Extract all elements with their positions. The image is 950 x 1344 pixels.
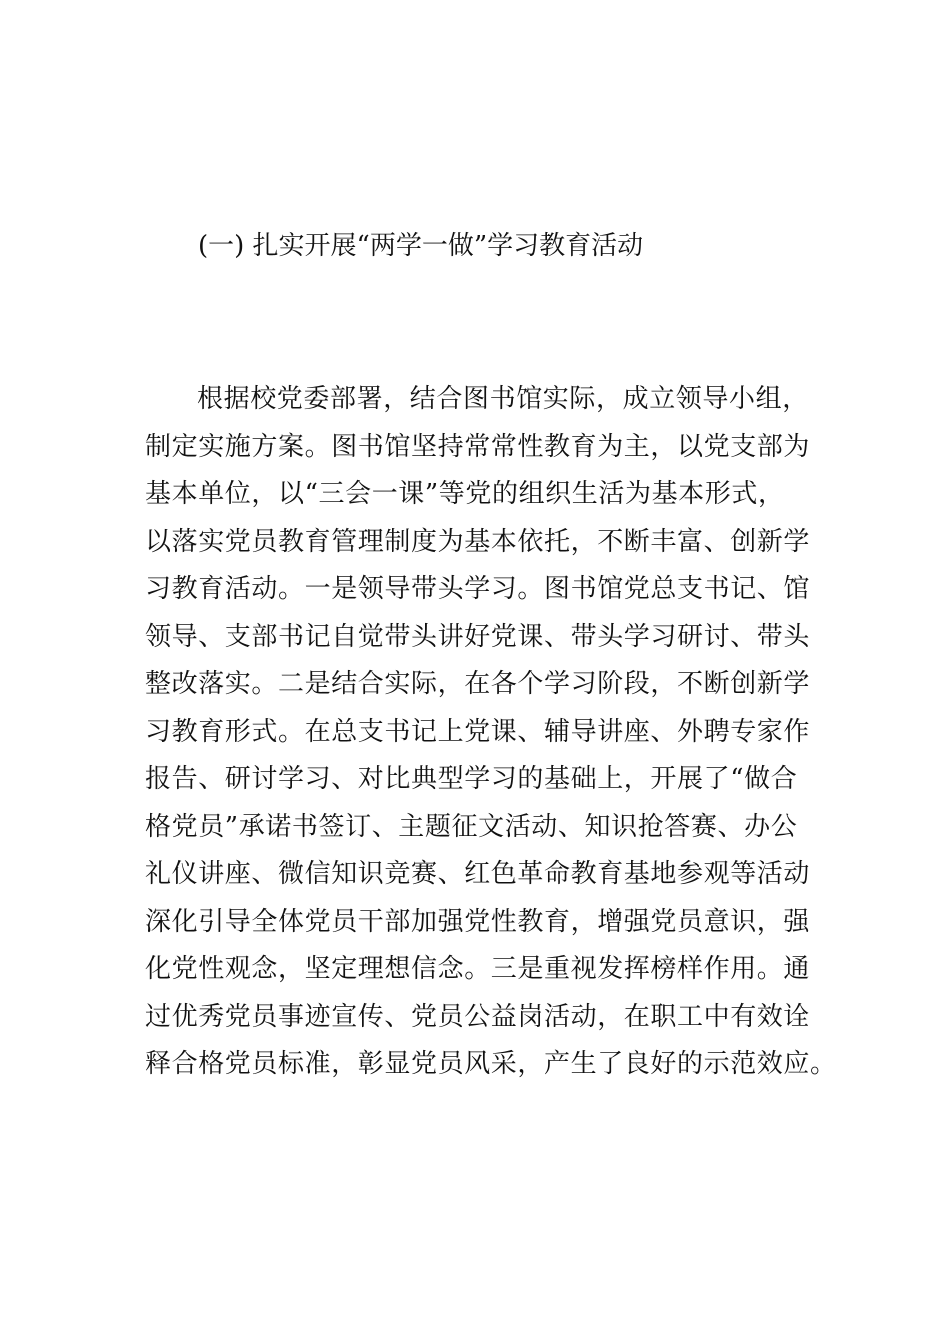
paragraph-line: 释合格党员标准，彰显党员风采，产生了良好的示范效应。	[145, 1049, 837, 1079]
paragraph-line: 领导、支部书记自觉带头讲好党课、带头学习研讨、带头	[145, 621, 811, 652]
paragraph-line: 习教育形式。在总支书记上党课、辅导讲座、外聘专家作	[145, 716, 811, 747]
paragraph-line: 以落实党员教育管理制度为基本依托，不断丰富、创新学	[145, 526, 811, 557]
paragraph-line: 报告、研讨学习、对比典型学习的基础上，开展了“做合	[145, 764, 798, 794]
paragraph-line: 基本单位，以“三会一课”等党的组织生活为基本形式，	[145, 479, 785, 509]
paragraph-line: 礼仪讲座、微信知识竞赛、红色革命教育基地参观等活动	[145, 859, 811, 889]
paragraph-line: 习教育活动。一是领导带头学习。图书馆党总支书记、馆	[145, 574, 811, 604]
paragraph-line: 整改落实。二是结合实际，在各个学习阶段，不断创新学	[145, 669, 811, 699]
paragraph-line: 深化引导全体党员干部加强党性教育，增强党员意识，强	[145, 906, 811, 937]
paragraph-line: 根据校党委部署，结合图书馆实际，成立领导小组，	[197, 384, 809, 414]
paragraph-line: 制定实施方案。图书馆坚持常常性教育为主，以党支部为	[145, 431, 811, 462]
paragraph-line: 过优秀党员事迹宣传、党员公益岗活动，在职工中有效诠	[145, 1001, 811, 1032]
section-heading: (一) 扎实开展“两学一做”学习教育活动	[198, 231, 644, 261]
body-paragraph	[145, 376, 837, 1089]
paragraph-line: 化党性观念，坚定理想信念。三是重视发挥榜样作用。通	[145, 954, 811, 984]
paragraph-line: 格党员”承诺书签订、主题征文活动、知识抢答赛、办公	[145, 811, 798, 842]
